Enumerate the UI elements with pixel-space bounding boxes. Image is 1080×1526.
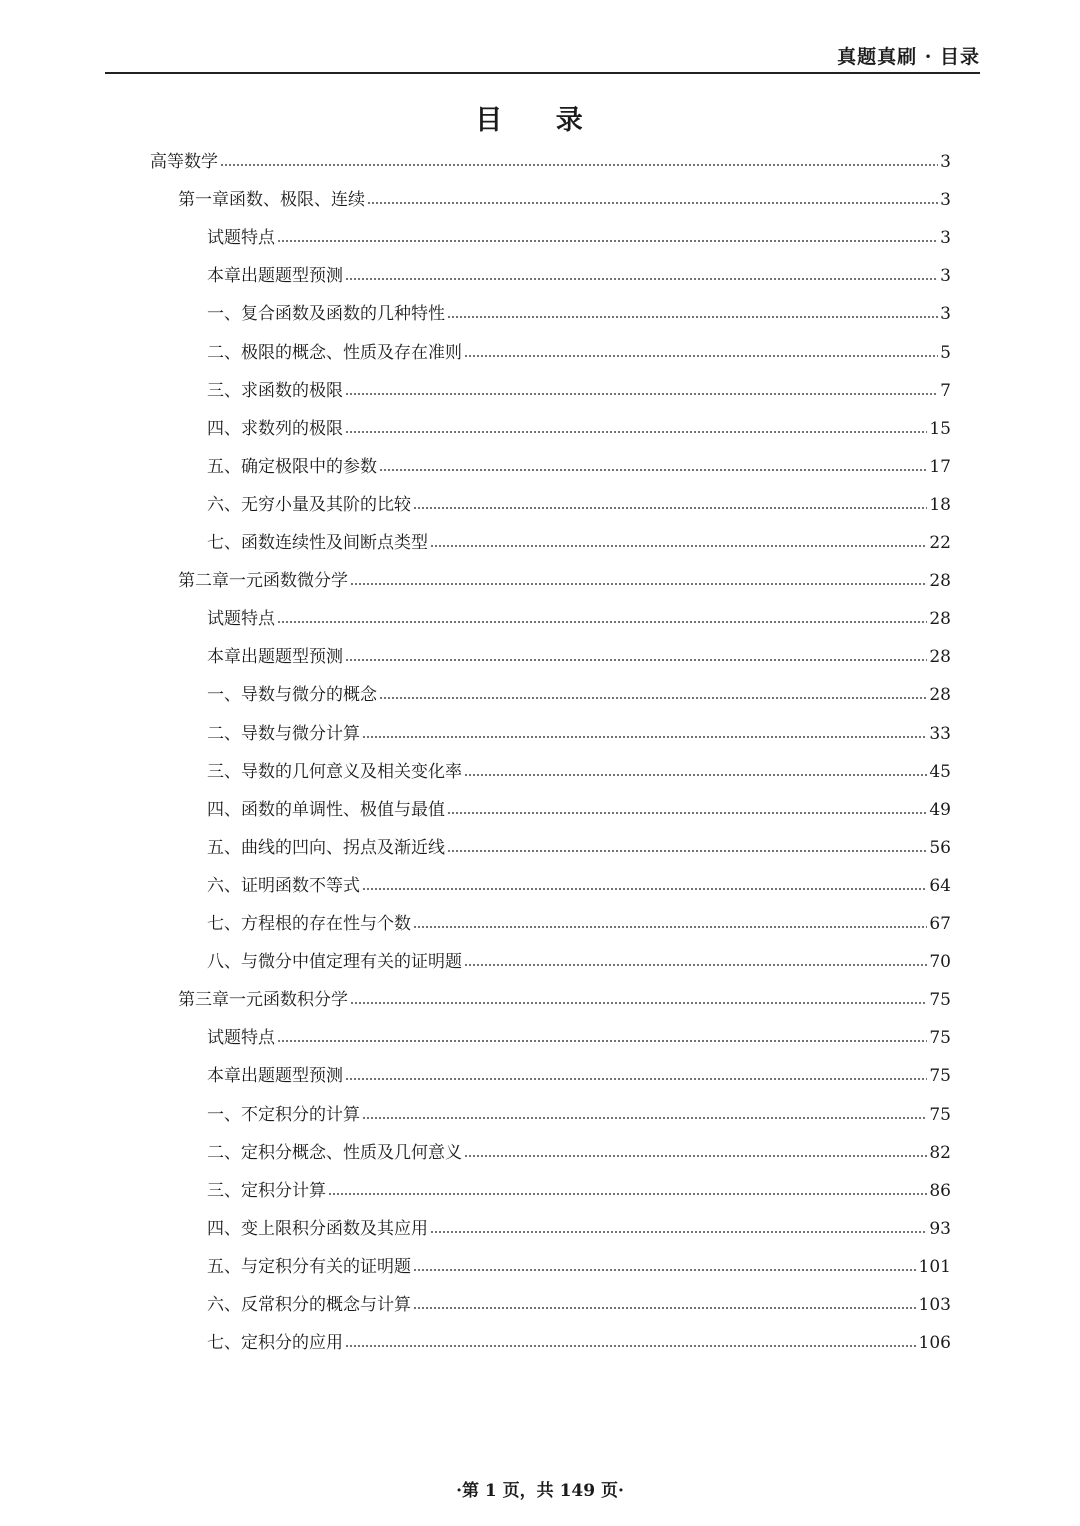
toc-entry-label: 六、证明函数不等式 [207, 875, 360, 896]
toc-entry-page-number: 101 [918, 1256, 951, 1277]
toc-leader-dots [367, 202, 938, 204]
toc-entry-page-number: 45 [929, 761, 951, 782]
toc-entry[interactable] [207, 1248, 951, 1286]
toc-entry-page-number: 15 [929, 418, 951, 439]
toc-entry-page-number: 5 [940, 342, 951, 363]
toc-entry-page-number: 33 [929, 723, 951, 744]
toc-entry-page-number: 103 [918, 1295, 951, 1315]
toc-leader-dots [220, 164, 938, 166]
toc-entry[interactable] [207, 600, 951, 638]
page-footer: ·第 1 页，共 149 页· [456, 1481, 624, 1501]
toc-entry-label: 五、曲线的凹向、拐点及渐近线 [207, 837, 445, 858]
toc-leader-dots [345, 431, 927, 433]
toc-leader-dots [430, 545, 927, 547]
toc-entry-label: 六、无穷小量及其阶的比较 [207, 494, 411, 515]
toc-entry-label: 七、方程根的存在性与个数 [207, 914, 411, 934]
toc-entry-page-number: 49 [929, 799, 951, 820]
toc-entry-label: 七、函数连续性及间断点类型 [207, 533, 428, 553]
toc-leader-dots [413, 926, 927, 928]
toc-entry-label: 四、函数的单调性、极值与最值 [207, 799, 445, 820]
toc-entry[interactable] [207, 1172, 951, 1210]
toc-entry[interactable] [207, 829, 951, 867]
toc-entry-page-number: 28 [929, 685, 951, 706]
toc-entry[interactable] [207, 410, 951, 448]
toc-entry[interactable] [207, 448, 951, 486]
toc-entry[interactable] [207, 372, 951, 410]
toc-entry-label: 二、定积分概念、性质及几何意义 [207, 1142, 462, 1163]
toc-leader-dots [345, 1078, 927, 1080]
toc-entry[interactable] [207, 524, 951, 562]
toc-entry[interactable] [150, 143, 951, 181]
toc-entry[interactable] [207, 715, 951, 753]
toc-leader-dots [447, 850, 927, 852]
toc-entry-page-number: 75 [929, 1066, 951, 1087]
toc-leader-dots [447, 316, 938, 318]
toc-entry-label: 五、与定积分有关的证明题 [207, 1256, 411, 1277]
toc-entry-label: 本章出题题型预测 [207, 1066, 343, 1087]
toc-entry-label: 一、导数与微分的概念 [207, 685, 377, 706]
toc-leader-dots [277, 240, 938, 242]
toc-leader-dots [345, 393, 938, 395]
toc-leader-dots [350, 583, 927, 585]
toc-entry-page-number: 56 [929, 837, 951, 858]
toc-entry[interactable] [207, 791, 951, 829]
toc-entry-label: 第二章一元函数微分学 [178, 571, 348, 592]
toc-entry-page-number: 3 [940, 228, 951, 249]
toc-entry[interactable] [207, 905, 951, 943]
toc-entry-label: 三、求函数的极限 [207, 380, 343, 401]
toc-entry-page-number: 3 [940, 266, 951, 287]
toc-leader-dots [464, 964, 927, 966]
toc-entry-page-number: 3 [940, 190, 951, 211]
toc-entry-page-number: 106 [918, 1333, 951, 1354]
toc-entry-page-number: 67 [929, 914, 951, 934]
toc-entry-label: 四、变上限积分函数及其应用 [207, 1218, 428, 1239]
toc-entry-page-number: 28 [929, 571, 951, 592]
toc-entry-page-number: 3 [940, 152, 951, 172]
page-header [105, 38, 980, 74]
toc-entry-page-number: 18 [929, 494, 951, 515]
toc-leader-dots [413, 507, 927, 509]
toc-leader-dots [345, 278, 938, 280]
toc-entry-page-number: 75 [929, 1104, 951, 1125]
toc-entry-page-number: 64 [929, 875, 951, 896]
toc-entry-label: 本章出题题型预测 [207, 266, 343, 287]
toc-entry[interactable] [207, 676, 951, 714]
toc-entry[interactable] [207, 295, 951, 333]
toc-entry[interactable] [178, 981, 951, 1019]
toc-entry[interactable] [207, 257, 951, 295]
toc-entry-label: 二、导数与微分计算 [207, 723, 360, 744]
toc-entry[interactable] [207, 1210, 951, 1248]
toc-leader-dots [345, 1345, 917, 1347]
toc-entry-page-number: 75 [929, 1028, 951, 1049]
toc-entry-label: 一、复合函数及函数的几种特性 [207, 304, 445, 325]
toc-entry[interactable] [207, 486, 951, 524]
toc-entry-label: 八、与微分中值定理有关的证明题 [207, 952, 462, 973]
toc-entry-label: 三、定积分计算 [207, 1180, 326, 1201]
toc-entry-label: 四、求数列的极限 [207, 418, 343, 439]
toc-leader-dots [464, 355, 938, 357]
toc-entry-label: 二、极限的概念、性质及存在准则 [207, 342, 462, 363]
toc-entry-label: 第一章函数、极限、连续 [178, 190, 365, 211]
toc-entry-page-number: 75 [929, 990, 951, 1011]
toc-entry-label: 六、反常积分的概念与计算 [207, 1295, 411, 1315]
toc-entry-page-number: 86 [929, 1180, 951, 1201]
toc-leader-dots [413, 1307, 917, 1309]
toc-entry-label: 试题特点 [207, 1028, 275, 1049]
toc-entry[interactable] [207, 219, 951, 257]
toc-leader-dots [277, 621, 927, 623]
toc-entry[interactable] [207, 753, 951, 791]
toc-title: 目 录 [475, 105, 605, 136]
toc-entry-label: 本章出题题型预测 [207, 647, 343, 668]
toc-entry-page-number: 82 [929, 1142, 951, 1163]
toc-entry-page-number: 70 [929, 952, 951, 973]
toc-leader-dots [413, 1269, 917, 1271]
toc-entry-label: 五、确定极限中的参数 [207, 456, 377, 477]
header-title: 真题真刷 · 目录 [837, 46, 980, 68]
toc-leader-dots [345, 659, 927, 661]
toc-leader-dots [379, 469, 927, 471]
toc-entry[interactable] [207, 1134, 951, 1172]
toc-entry-page-number: 7 [940, 380, 951, 401]
toc-entry-page-number: 22 [929, 533, 951, 553]
toc-leader-dots [464, 1155, 927, 1157]
toc-entry[interactable] [207, 1324, 951, 1362]
toc-leader-dots [350, 1002, 927, 1004]
toc-entry-page-number: 28 [929, 609, 951, 630]
toc-entry-label: 第三章一元函数积分学 [178, 990, 348, 1011]
toc-entry[interactable] [207, 1019, 951, 1057]
toc-entry-label: 高等数学 [150, 152, 218, 172]
toc-entry-page-number: 28 [929, 647, 951, 668]
toc-entry[interactable] [207, 638, 951, 676]
toc-entry[interactable] [207, 1096, 951, 1134]
toc-leader-dots [379, 697, 927, 699]
toc-entry[interactable] [207, 867, 951, 905]
toc-entry[interactable] [207, 1286, 951, 1324]
toc-leader-dots [464, 774, 927, 776]
toc-entry[interactable] [207, 943, 951, 981]
toc-leader-dots [362, 888, 927, 890]
toc-entry[interactable] [178, 562, 951, 600]
toc-entry-label: 试题特点 [207, 228, 275, 249]
toc-leader-dots [362, 736, 927, 738]
toc-leader-dots [430, 1231, 927, 1233]
toc-entry-label: 三、导数的几何意义及相关变化率 [207, 761, 462, 782]
toc-entry-label: 一、不定积分的计算 [207, 1104, 360, 1125]
toc-entry-label: 七、定积分的应用 [207, 1333, 343, 1354]
toc-entry-page-number: 93 [929, 1218, 951, 1239]
toc-entry[interactable] [207, 334, 951, 372]
toc-leader-dots [362, 1117, 927, 1119]
toc-leader-dots [447, 812, 927, 814]
toc-leader-dots [277, 1040, 927, 1042]
toc-entry-page-number: 17 [929, 456, 951, 477]
toc-entry[interactable] [207, 1057, 951, 1095]
toc-entry[interactable] [178, 181, 951, 219]
toc-leader-dots [328, 1193, 927, 1195]
toc-entry-label: 试题特点 [207, 609, 275, 630]
toc-entry-page-number: 3 [940, 304, 951, 325]
